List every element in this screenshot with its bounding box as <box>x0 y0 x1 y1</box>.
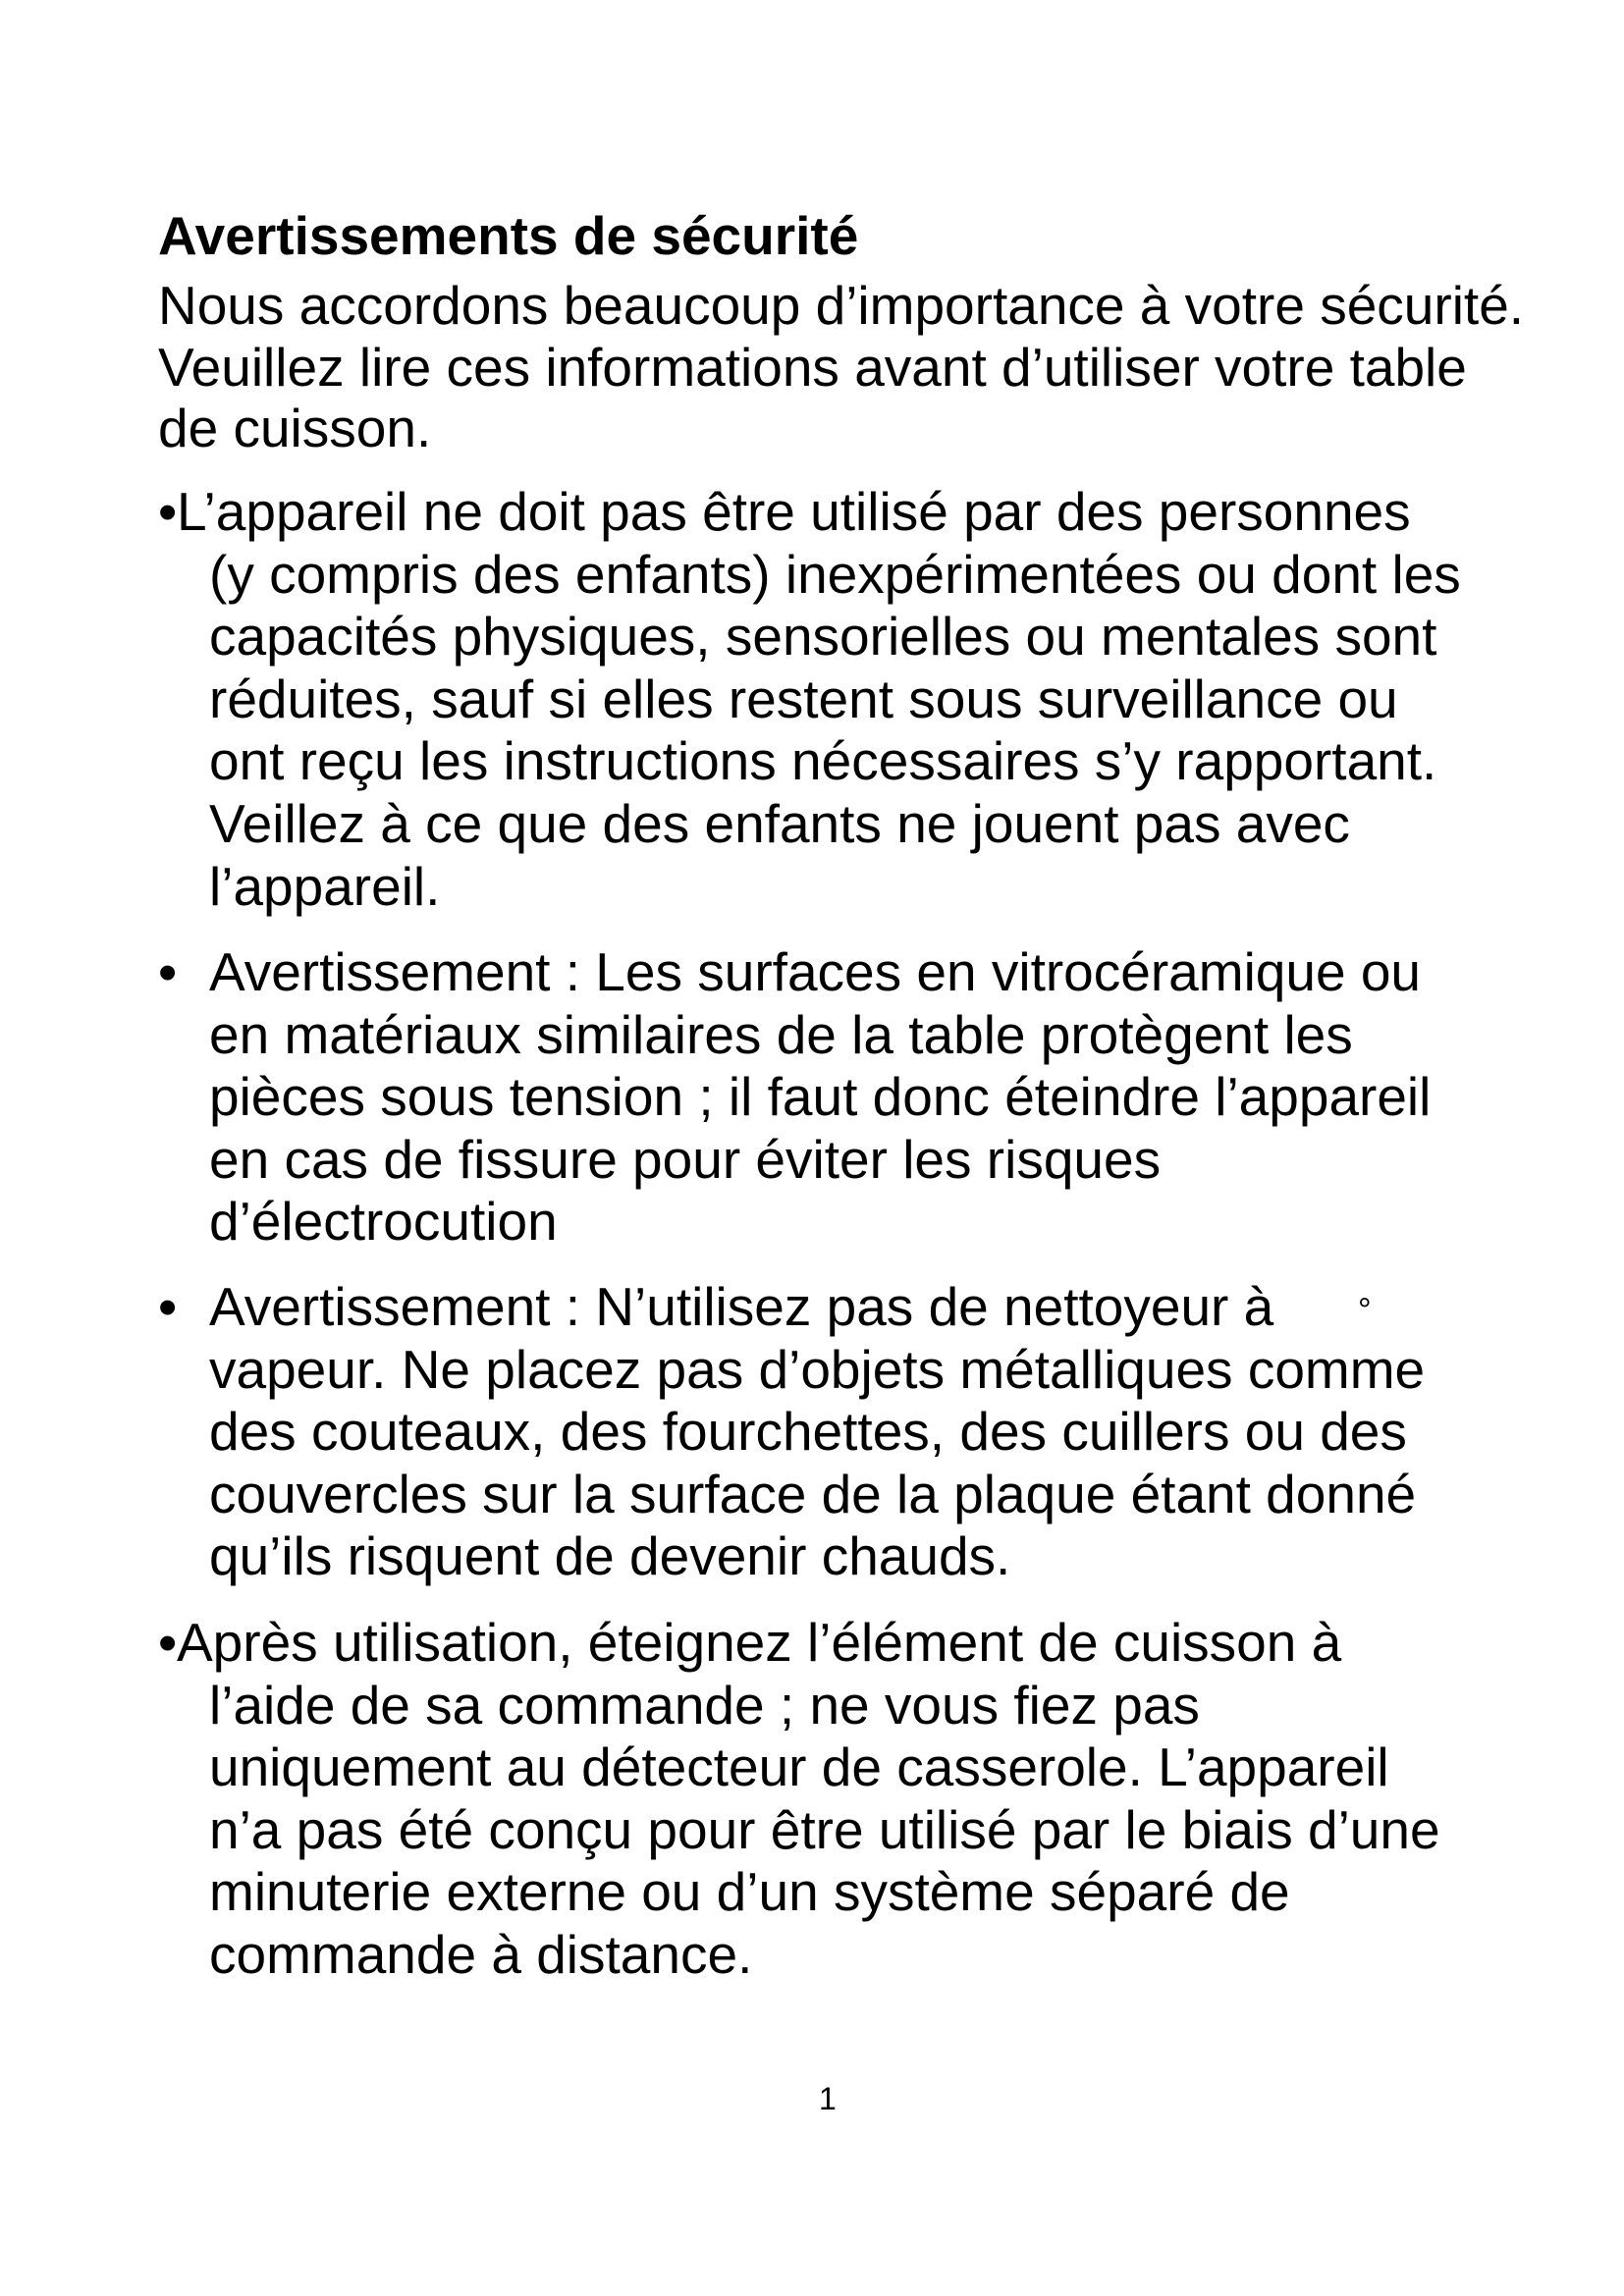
paragraph-line: capacités physiques, sensorielles ou mentales sont <box>209 606 1437 667</box>
ring-mark: ° <box>1358 1292 1372 1329</box>
paragraph-line: en matériaux similaires de la table protègent les <box>209 1003 1353 1065</box>
page-number: 1 <box>819 2081 837 2116</box>
paragraph-line: L’appareil ne doit pas être utilisé par des personnes <box>177 481 1411 542</box>
safety-item-switch-off <box>158 1612 1440 1987</box>
paragraph-line: n’a pas été conçu pour être utilisé par le biais d’une <box>209 1798 1440 1860</box>
safety-item-supervision <box>158 481 1461 918</box>
paragraph-line: pièces sous tension ; il faut donc éteindre l’appareil <box>209 1066 1432 1128</box>
intro-line: Veuillez lire ces informations avant d’utiliser votre table <box>158 336 1467 398</box>
intro-paragraph <box>158 275 1524 459</box>
paragraph-line: l’aide de sa commande ; ne vous fiez pas <box>209 1674 1200 1735</box>
paragraph-line: Avertissement : N’utilisez pas de nettoyeur à <box>209 1276 1274 1337</box>
paragraph-line: ont reçu les instructions nécessaires s’y rapportant. <box>209 730 1437 792</box>
paragraph-line: en cas de fissure pour éviter les risques <box>209 1128 1162 1190</box>
intro-line: de cuisson. <box>158 398 432 458</box>
paragraph-line: (y compris des enfants) inexpérimentées ou dont les <box>209 543 1461 605</box>
bullet-marker: • <box>158 941 178 1002</box>
paragraph-line: vapeur. Ne placez pas d’objets métalliques comme <box>209 1338 1426 1400</box>
paragraph-line: d’électrocution <box>209 1191 558 1253</box>
paragraph-line: l’appareil. <box>209 855 441 917</box>
bullet-marker: • <box>158 481 178 542</box>
paragraph-line: des couteaux, des fourchettes, des cuillers ou des <box>209 1401 1407 1463</box>
paragraph-line: Veillez à ce que des enfants ne jouent pas avec <box>209 792 1350 854</box>
paragraph-line: Après utilisation, éteignez l’élément de cuisson à <box>177 1612 1342 1673</box>
bullet-marker: • <box>158 1612 178 1673</box>
intro-line: Nous accordons beaucoup d’importance à votre sécurité. <box>158 275 1525 336</box>
paragraph-line: Avertissement : Les surfaces en vitrocéramique ou <box>209 941 1422 1002</box>
paragraph-line: couvercles sur la surface de la plaque étant donné <box>209 1463 1417 1524</box>
bullet-marker: • <box>158 1276 178 1337</box>
paragraph-line: commande à distance. <box>209 1923 753 1985</box>
page-title: Avertissements de sécurité <box>158 205 859 266</box>
paragraph-line: réduites, sauf si elles restent sous surveillance ou <box>209 667 1398 729</box>
safety-item-steam-cleaner <box>158 1276 1426 1588</box>
paragraph-line: qu’ils risquent de devenir chauds. <box>209 1525 1011 1587</box>
safety-item-ceramic-surface <box>158 941 1432 1254</box>
paragraph-line: uniquement au détecteur de casserole. L’appareil <box>209 1736 1389 1798</box>
paragraph-line: minuterie externe ou d’un système séparé de <box>209 1861 1290 1923</box>
